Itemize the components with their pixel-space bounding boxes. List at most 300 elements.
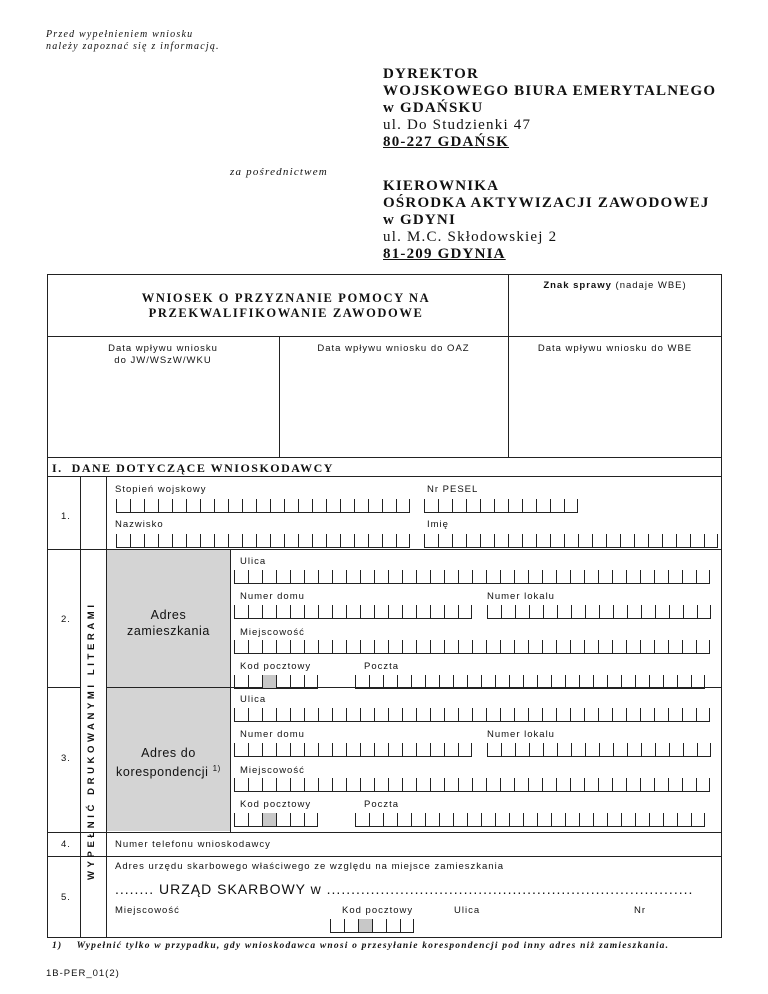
input-cell[interactable] [668,708,682,722]
input-cell[interactable] [397,675,411,689]
input-cell[interactable] [200,534,214,548]
input-cell[interactable] [228,534,242,548]
input-cell[interactable] [262,675,276,689]
input-cell[interactable] [494,534,508,548]
input-cell[interactable] [186,534,200,548]
input-cell[interactable] [290,570,304,584]
input-cell[interactable] [346,605,360,619]
input-cell[interactable] [551,813,565,827]
input-cell[interactable] [682,570,696,584]
input-cell[interactable] [304,778,318,792]
input-cell[interactable] [262,743,276,757]
input-cell[interactable] [360,640,374,654]
input-cell[interactable] [669,605,683,619]
input-cell[interactable] [668,640,682,654]
input-cell[interactable] [452,499,466,513]
input-cell[interactable] [598,640,612,654]
input-cell[interactable] [486,708,500,722]
input-cell[interactable] [500,570,514,584]
input-cell[interactable] [276,778,290,792]
input-cell[interactable] [360,778,374,792]
input-cell[interactable] [514,708,528,722]
input-cell[interactable] [248,640,262,654]
input-cell[interactable] [214,499,228,513]
input-cell[interactable] [696,708,710,722]
input-cell[interactable] [542,708,556,722]
input-cell[interactable] [542,570,556,584]
input-cell[interactable] [344,919,358,933]
input-cell[interactable] [649,675,663,689]
input-cell[interactable] [598,570,612,584]
input-cell[interactable] [388,743,402,757]
input-cell[interactable] [536,499,550,513]
input-cell[interactable] [641,743,655,757]
input-cell[interactable] [430,570,444,584]
corr-house-no-cells[interactable] [234,743,472,757]
input-cell[interactable] [655,743,669,757]
input-cell[interactable] [383,675,397,689]
input-cell[interactable] [543,605,557,619]
input-cell[interactable] [458,640,472,654]
home-city-cells[interactable] [234,640,710,654]
input-cell[interactable] [487,605,501,619]
input-cell[interactable] [298,499,312,513]
input-cell[interactable] [234,605,248,619]
input-cell[interactable] [368,534,382,548]
input-cell[interactable] [172,534,186,548]
input-cell[interactable] [402,640,416,654]
input-cell[interactable] [304,640,318,654]
input-cell[interactable] [613,743,627,757]
input-cell[interactable] [248,813,262,827]
input-cell[interactable] [374,743,388,757]
input-cell[interactable] [599,605,613,619]
corr-street-cells[interactable] [234,708,710,722]
input-cell[interactable] [234,570,248,584]
input-cell[interactable] [444,570,458,584]
input-cell[interactable] [585,605,599,619]
input-cell[interactable] [416,640,430,654]
input-cell[interactable] [626,640,640,654]
input-cell[interactable] [621,813,635,827]
input-cell[interactable] [355,813,369,827]
input-cell[interactable] [627,743,641,757]
input-cell[interactable] [564,499,578,513]
input-cell[interactable] [481,813,495,827]
input-cell[interactable] [606,534,620,548]
home-postal-cells[interactable] [234,675,318,689]
input-cell[interactable] [444,778,458,792]
input-cell[interactable] [416,743,430,757]
input-cell[interactable] [472,640,486,654]
input-cell[interactable] [613,605,627,619]
input-cell[interactable] [626,570,640,584]
input-cell[interactable] [383,813,397,827]
input-cell[interactable] [332,743,346,757]
input-cell[interactable] [396,534,410,548]
input-cell[interactable] [228,499,242,513]
input-cell[interactable] [458,570,472,584]
input-cell[interactable] [402,708,416,722]
input-cell[interactable] [557,605,571,619]
input-cell[interactable] [248,778,262,792]
input-cell[interactable] [346,743,360,757]
input-cell[interactable] [584,570,598,584]
input-cell[interactable] [683,743,697,757]
input-cell[interactable] [626,778,640,792]
input-cell[interactable] [487,743,501,757]
home-street-cells[interactable] [234,570,710,584]
input-cell[interactable] [444,640,458,654]
input-cell[interactable] [578,534,592,548]
input-cell[interactable] [276,570,290,584]
input-cell[interactable] [430,640,444,654]
input-cell[interactable] [424,534,438,548]
input-cell[interactable] [374,778,388,792]
input-cell[interactable] [262,813,276,827]
input-cell[interactable] [312,499,326,513]
input-cell[interactable] [360,570,374,584]
input-cell[interactable] [144,534,158,548]
input-cell[interactable] [509,813,523,827]
input-cell[interactable] [234,743,248,757]
input-cell[interactable] [234,778,248,792]
input-cell[interactable] [318,743,332,757]
input-cell[interactable] [668,778,682,792]
input-cell[interactable] [374,640,388,654]
input-cell[interactable] [550,499,564,513]
input-cell[interactable] [607,675,621,689]
input-cell[interactable] [318,640,332,654]
input-cell[interactable] [564,534,578,548]
input-cell[interactable] [494,499,508,513]
input-cell[interactable] [368,499,382,513]
input-cell[interactable] [556,778,570,792]
input-cell[interactable] [508,499,522,513]
input-cell[interactable] [565,675,579,689]
input-cell[interactable] [326,499,340,513]
input-cell[interactable] [486,778,500,792]
input-cell[interactable] [439,813,453,827]
input-cell[interactable] [256,534,270,548]
input-cell[interactable] [453,813,467,827]
input-cell[interactable] [640,708,654,722]
input-cell[interactable] [556,708,570,722]
input-cell[interactable] [416,605,430,619]
input-cell[interactable] [514,640,528,654]
input-cell[interactable] [682,708,696,722]
input-cell[interactable] [256,499,270,513]
input-cell[interactable] [682,778,696,792]
corr-city-cells[interactable] [234,778,710,792]
input-cell[interactable] [627,605,641,619]
input-cell[interactable] [416,708,430,722]
input-cell[interactable] [270,534,284,548]
input-cell[interactable] [542,640,556,654]
input-cell[interactable] [529,743,543,757]
input-cell[interactable] [654,708,668,722]
input-cell[interactable] [425,675,439,689]
input-cell[interactable] [570,778,584,792]
input-cell[interactable] [704,534,718,548]
input-cell[interactable] [697,605,711,619]
input-cell[interactable] [669,743,683,757]
input-cell[interactable] [382,499,396,513]
input-cell[interactable] [458,743,472,757]
input-cell[interactable] [276,640,290,654]
input-cell[interactable] [508,534,522,548]
input-cell[interactable] [550,534,564,548]
input-cell[interactable] [607,813,621,827]
input-cell[interactable] [593,813,607,827]
input-cell[interactable] [509,675,523,689]
input-cell[interactable] [500,640,514,654]
input-cell[interactable] [144,499,158,513]
input-cell[interactable] [360,743,374,757]
input-cell[interactable] [284,499,298,513]
input-cell[interactable] [374,570,388,584]
input-cell[interactable] [528,640,542,654]
input-cell[interactable] [579,813,593,827]
input-cell[interactable] [304,813,318,827]
input-cell[interactable] [346,708,360,722]
input-cell[interactable] [330,919,344,933]
input-cell[interactable] [439,675,453,689]
input-cell[interactable] [262,605,276,619]
input-cell[interactable] [458,778,472,792]
input-cell[interactable] [529,605,543,619]
input-cell[interactable] [453,675,467,689]
input-cell[interactable] [402,743,416,757]
input-cell[interactable] [500,708,514,722]
input-cell[interactable] [276,605,290,619]
input-cell[interactable] [332,708,346,722]
input-cell[interactable] [430,743,444,757]
input-cell[interactable] [382,534,396,548]
input-cell[interactable] [668,570,682,584]
corr-flat-no-cells[interactable] [487,743,711,757]
input-cell[interactable] [158,534,172,548]
input-cell[interactable] [654,778,668,792]
input-cell[interactable] [472,570,486,584]
input-cell[interactable] [501,743,515,757]
input-cell[interactable] [402,605,416,619]
input-cell[interactable] [388,605,402,619]
input-cell[interactable] [697,743,711,757]
input-cell[interactable] [571,605,585,619]
input-cell[interactable] [523,813,537,827]
input-cell[interactable] [570,570,584,584]
input-cell[interactable] [372,919,386,933]
input-cell[interactable] [501,605,515,619]
input-cell[interactable] [397,813,411,827]
input-cell[interactable] [640,640,654,654]
input-cell[interactable] [388,778,402,792]
input-cell[interactable] [579,675,593,689]
input-cell[interactable] [514,778,528,792]
input-cell[interactable] [523,675,537,689]
input-cell[interactable] [411,813,425,827]
input-cell[interactable] [480,499,494,513]
input-cell[interactable] [402,570,416,584]
input-cell[interactable] [612,708,626,722]
input-cell[interactable] [358,919,372,933]
input-cell[interactable] [677,813,691,827]
input-cell[interactable] [400,919,414,933]
home-post-cells[interactable] [355,675,705,689]
input-cell[interactable] [318,708,332,722]
input-cell[interactable] [234,675,248,689]
input-cell[interactable] [444,708,458,722]
input-cell[interactable] [452,534,466,548]
input-cell[interactable] [481,675,495,689]
input-cell[interactable] [248,605,262,619]
input-cell[interactable] [584,708,598,722]
input-cell[interactable] [570,640,584,654]
input-cell[interactable] [480,534,494,548]
input-cell[interactable] [318,778,332,792]
input-cell[interactable] [360,708,374,722]
input-cell[interactable] [640,570,654,584]
home-house-no-cells[interactable] [234,605,472,619]
input-cell[interactable] [537,813,551,827]
input-cell[interactable] [682,640,696,654]
input-cell[interactable] [304,570,318,584]
input-cell[interactable] [654,640,668,654]
input-cell[interactable] [262,708,276,722]
input-cell[interactable] [466,499,480,513]
input-cell[interactable] [242,534,256,548]
input-cell[interactable] [374,605,388,619]
input-cell[interactable] [557,743,571,757]
input-cell[interactable] [276,675,290,689]
input-cell[interactable] [388,640,402,654]
tax-postal-cells[interactable] [330,919,414,933]
input-cell[interactable] [676,534,690,548]
input-cell[interactable] [515,743,529,757]
input-cell[interactable] [369,675,383,689]
input-cell[interactable] [116,499,130,513]
input-cell[interactable] [543,743,557,757]
input-cell[interactable] [691,675,705,689]
input-cell[interactable] [354,534,368,548]
input-cell[interactable] [248,675,262,689]
input-cell[interactable] [696,778,710,792]
input-cell[interactable] [663,813,677,827]
input-cell[interactable] [467,675,481,689]
input-cell[interactable] [262,640,276,654]
input-cell[interactable] [262,778,276,792]
input-cell[interactable] [234,640,248,654]
input-cell[interactable] [346,640,360,654]
input-cell[interactable] [648,534,662,548]
input-cell[interactable] [234,708,248,722]
rank-cells[interactable] [116,499,410,513]
input-cell[interactable] [312,534,326,548]
input-cell[interactable] [354,499,368,513]
input-cell[interactable] [677,675,691,689]
input-cell[interactable] [318,605,332,619]
input-cell[interactable] [472,708,486,722]
input-cell[interactable] [276,708,290,722]
input-cell[interactable] [696,640,710,654]
input-cell[interactable] [290,640,304,654]
input-cell[interactable] [536,534,550,548]
input-cell[interactable] [495,813,509,827]
input-cell[interactable] [486,640,500,654]
input-cell[interactable] [458,605,472,619]
input-cell[interactable] [620,534,634,548]
input-cell[interactable] [248,743,262,757]
input-cell[interactable] [467,813,481,827]
input-cell[interactable] [528,708,542,722]
input-cell[interactable] [425,813,439,827]
input-cell[interactable] [374,708,388,722]
surname-cells[interactable] [116,534,410,548]
home-flat-no-cells[interactable] [487,605,711,619]
input-cell[interactable] [200,499,214,513]
input-cell[interactable] [634,534,648,548]
input-cell[interactable] [683,605,697,619]
input-cell[interactable] [290,813,304,827]
input-cell[interactable] [304,743,318,757]
input-cell[interactable] [304,675,318,689]
input-cell[interactable] [444,605,458,619]
input-cell[interactable] [402,778,416,792]
input-cell[interactable] [340,499,354,513]
input-cell[interactable] [537,675,551,689]
input-cell[interactable] [270,499,284,513]
input-cell[interactable] [242,499,256,513]
input-cell[interactable] [598,778,612,792]
input-cell[interactable] [522,499,536,513]
input-cell[interactable] [355,675,369,689]
input-cell[interactable] [172,499,186,513]
tax-office-line[interactable]: ........ URZĄD SKARBOWY w ........................................................................... [115,881,694,897]
input-cell[interactable] [298,534,312,548]
input-cell[interactable] [332,778,346,792]
input-cell[interactable] [290,743,304,757]
input-cell[interactable] [444,743,458,757]
input-cell[interactable] [458,708,472,722]
input-cell[interactable] [332,640,346,654]
input-cell[interactable] [396,499,410,513]
input-cell[interactable] [416,570,430,584]
input-cell[interactable] [304,605,318,619]
input-cell[interactable] [551,675,565,689]
firstname-cells[interactable] [424,534,718,548]
corr-postal-cells[interactable] [234,813,318,827]
input-cell[interactable] [654,570,668,584]
input-cell[interactable] [214,534,228,548]
input-cell[interactable] [340,534,354,548]
input-cell[interactable] [570,708,584,722]
input-cell[interactable] [612,640,626,654]
input-cell[interactable] [649,813,663,827]
input-cell[interactable] [635,813,649,827]
input-cell[interactable] [612,778,626,792]
corr-post-cells[interactable] [355,813,705,827]
input-cell[interactable] [130,534,144,548]
input-cell[interactable] [565,813,579,827]
pesel-cells[interactable] [424,499,578,513]
input-cell[interactable] [466,534,480,548]
input-cell[interactable] [593,675,607,689]
input-cell[interactable] [690,534,704,548]
input-cell[interactable] [556,640,570,654]
input-cell[interactable] [556,570,570,584]
input-cell[interactable] [599,743,613,757]
